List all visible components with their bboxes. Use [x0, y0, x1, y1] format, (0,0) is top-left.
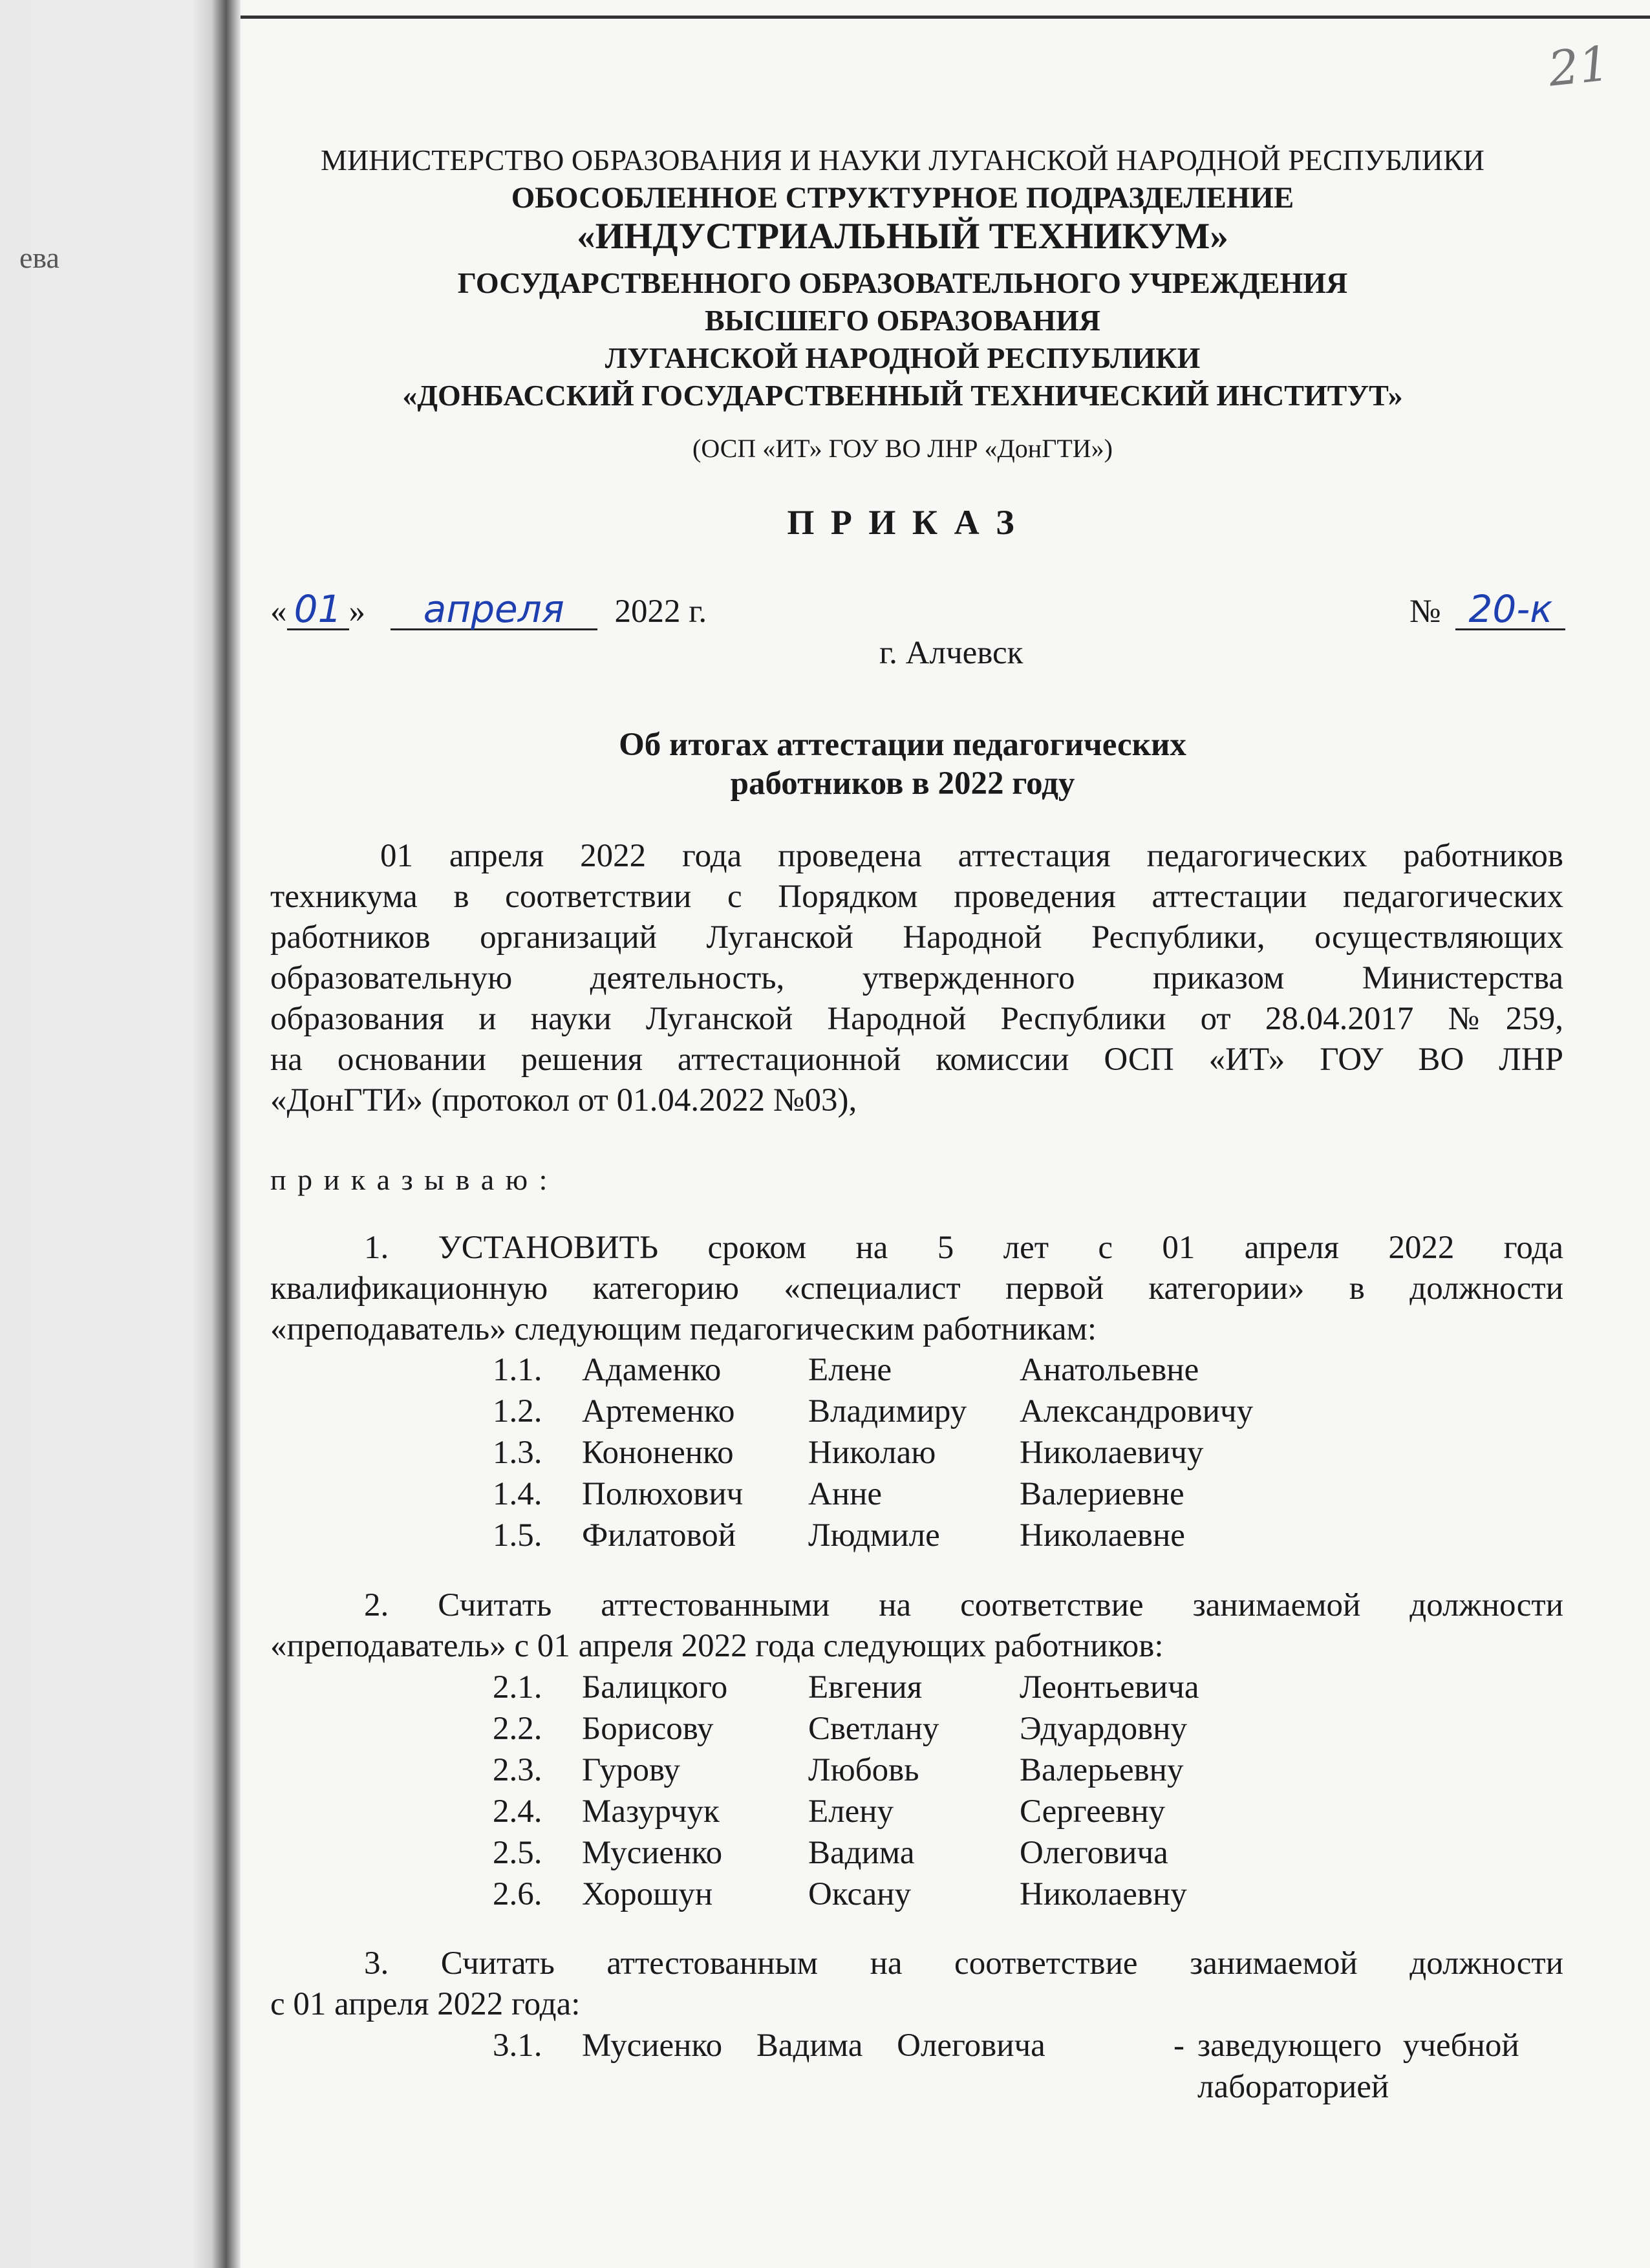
scan-edge-line [241, 16, 1650, 19]
last-name: Филатовой [582, 1517, 736, 1554]
patronymic: Валериевне [1020, 1476, 1184, 1512]
list-item-number: 2.2. [493, 1711, 542, 1747]
last-name: Гурову [582, 1752, 680, 1788]
first-name: Елене [808, 1352, 892, 1388]
employee-name: Мусиенко Вадима Олеговича [582, 2027, 1045, 2064]
date-close-quote: » [348, 594, 365, 630]
patronymic: Николаевну [1020, 1876, 1187, 1912]
position-line-2: лабораторией [1197, 2069, 1389, 2105]
intro-line: техникума в соответствии с Порядком проведения аттестации педагогических [270, 879, 1563, 915]
first-name: Вадима [808, 1835, 915, 1871]
intro-line: образования и науки Луганской Народной Республики от 28.04.2017 №259, [270, 1001, 1563, 1037]
last-name: Артеменко [582, 1393, 735, 1429]
list-item-number: 1.3. [493, 1435, 542, 1471]
first-name: Оксану [808, 1876, 912, 1912]
last-name: Балицкого [582, 1669, 728, 1706]
institution-abbreviation: (ОСП «ИТ» ГОУ ВО ЛНР «ДонГТИ») [692, 434, 1113, 463]
institution-line-3: ЛУГАНСКОЙ НАРОДНОЙ РЕСПУБЛИКИ [605, 341, 1201, 374]
section-1-line: 1. УСТАНОВИТЬ сроком на 5 лет с 01 апреля 2022 года [364, 1230, 1563, 1266]
list-item-number: 3.1. [493, 2027, 542, 2064]
patronymic: Александровичу [1020, 1393, 1254, 1429]
list-item-number: 1.5. [493, 1517, 542, 1554]
position-dash: - [1173, 2027, 1184, 2064]
document-type: П Р И К А З [787, 503, 1018, 542]
list-item-number: 2.1. [493, 1669, 542, 1706]
first-name: Людмиле [808, 1517, 940, 1554]
patronymic: Валерьевну [1020, 1752, 1184, 1788]
list-item-number: 1.1. [493, 1352, 542, 1388]
list-item-number: 2.6. [493, 1876, 542, 1912]
first-name: Евгения [808, 1669, 923, 1706]
intro-line: образовательную деятельность, утвержденного приказом Министерства [270, 960, 1563, 996]
number-value: 20-к [1455, 590, 1565, 630]
institution-line-1: ГОСУДАРСТВЕННОГО ОБРАЗОВАТЕЛЬНОГО УЧРЕЖДЕНИЯ [457, 266, 1348, 299]
last-name: Полюхович [582, 1476, 744, 1512]
patronymic: Николаевичу [1020, 1435, 1204, 1471]
patronymic: Олеговича [1020, 1835, 1168, 1871]
list-item-number: 2.4. [493, 1793, 542, 1830]
last-name: Борисову [582, 1711, 714, 1747]
list-item-number: 1.4. [493, 1476, 542, 1512]
institution-line-2: ВЫСШЕГО ОБРАЗОВАНИЯ [705, 304, 1100, 337]
list-item-number: 2.5. [493, 1835, 542, 1871]
patronymic: Анатольевне [1020, 1352, 1199, 1388]
margin-bleed-text: ева [19, 241, 59, 274]
section-2-line: «преподаватель» с 01 апреля 2022 года следующих работников: [270, 1628, 1164, 1664]
date-year: 2022 г. [614, 594, 707, 630]
last-name: Хорошун [582, 1876, 713, 1912]
first-name: Анне [808, 1476, 883, 1512]
patronymic: Сергеевну [1020, 1793, 1166, 1830]
order-date [270, 587, 707, 631]
date-open-quote: « [270, 594, 287, 630]
intro-line: работников организаций Луганской Народной Республики, осуществляющих [270, 919, 1563, 956]
document-title-line-1: Об итогах аттестации педагогических [619, 727, 1186, 763]
section-1-line: «преподаватель» следующим педагогическим работникам: [270, 1311, 1097, 1347]
first-name: Елену [808, 1793, 894, 1830]
city: г. Алчевск [879, 635, 1023, 671]
section-3-line: 3. Считать аттестованным на соответствие занимаемой должности [364, 1945, 1563, 1982]
first-name: Светлану [808, 1711, 939, 1747]
subdivision-line: ОБОСОБЛЕННОЕ СТРУКТУРНОЕ ПОДРАЗДЕЛЕНИЕ [511, 181, 1294, 215]
section-1-line: квалификационную категорию «специалист первой категории» в должности [270, 1270, 1563, 1307]
date-day: 01 [287, 590, 349, 630]
list-item-number: 2.3. [493, 1752, 542, 1788]
number-prefix: № [1409, 594, 1441, 630]
first-name: Николаю [808, 1435, 936, 1471]
ministry-line: МИНИСТЕРСТВО ОБРАЗОВАНИЯ И НАУКИ ЛУГАНСКОЙ НАРОДНОЙ РЕСПУБЛИКИ [321, 144, 1484, 177]
institution-line-4: «ДОНБАССКИЙ ГОСУДАРСТВЕННЫЙ ТЕХНИЧЕСКИЙ ИНСТИТУТ» [402, 379, 1403, 412]
last-name: Адаменко [582, 1352, 722, 1388]
college-name: «ИНДУСТРИАЛЬНЫЙ ТЕХНИКУМ» [577, 216, 1228, 257]
first-name: Любовь [808, 1752, 919, 1788]
document-title-line-2: работников в 2022 году [730, 765, 1075, 802]
section-2-line: 2. Считать аттестованными на соответствие занимаемой должности [364, 1587, 1563, 1623]
intro-line: «ДонГТИ» (протокол от 01.04.2022 №03), [270, 1082, 857, 1118]
last-name: Мусиенко [582, 1835, 723, 1871]
first-name: Владимиру [808, 1393, 967, 1429]
handwritten-page-number: 21 [1545, 36, 1612, 98]
intro-line: 01 апреля 2022 года проведена аттестация педагогических работников [380, 838, 1563, 874]
intro-line: на основании решения аттестационной комиссии ОСП «ИТ» ГОУ ВО ЛНР [270, 1042, 1563, 1078]
patronymic: Леонтьевича [1020, 1669, 1199, 1706]
last-name: Мазурчук [582, 1793, 720, 1830]
last-name: Кононенко [582, 1435, 734, 1471]
position-line-1: заведующего учебной [1197, 2027, 1519, 2064]
patronymic: Эдуардовну [1020, 1711, 1187, 1747]
date-month: апреля [391, 590, 597, 630]
section-3-line: с 01 апреля 2022 года: [270, 1986, 581, 2022]
list-item-number: 1.2. [493, 1393, 542, 1429]
patronymic: Николаевне [1020, 1517, 1185, 1554]
order-word: п р и к а з ы в а ю : [270, 1163, 550, 1196]
order-number [1409, 587, 1565, 631]
